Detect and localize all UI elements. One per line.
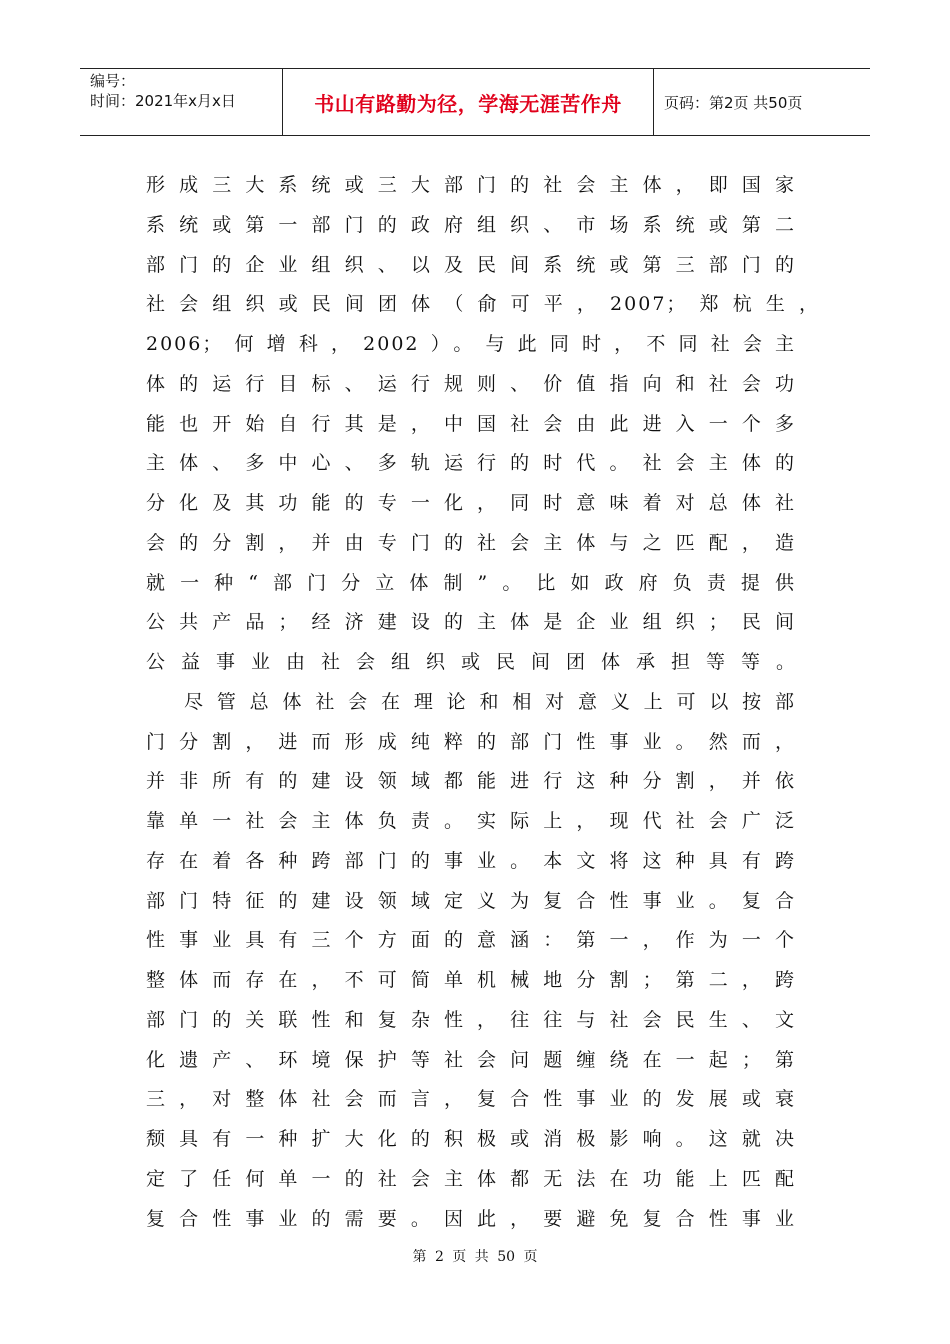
text-line: 系统或第一部门的政府组织、市场系统或第二 (146, 213, 796, 236)
text-line: 部门的关联性和复杂性，往往与社会民生、文 (146, 1008, 796, 1031)
text-line: 部门特征的建设领域定义为复合性事业。复合 (146, 889, 796, 912)
text-line: 靠单一社会主体负责。实际上，现代社会广泛 (146, 810, 796, 832)
text-line: 尽管总体社会在理论和相对意义上可以按部 (184, 690, 796, 713)
text-line: 并非所有的建设领域都能进行这种分割，并依 (146, 770, 796, 793)
text-line: 能也开始自行其是，中国社会由此进入一个多 (146, 412, 796, 435)
text-line: 颓具有一种扩大化的积极或消极影响。这就决 (146, 1128, 796, 1150)
text-line: 公益事业由社会组织或民间团体承担等等。 (146, 651, 812, 673)
text-line: 定了任何单一的社会主体都无法在功能上匹配 (146, 1167, 796, 1190)
text-line: 三，对整体社会而言，复合性事业的发展或衰 (146, 1088, 796, 1111)
text-line: 社会组织或民间团体（俞可平，2007；郑杭生， (146, 293, 820, 316)
document-body (146, 166, 820, 1239)
header-motto: 书山有路勤为径，学海无涯苦作舟 (282, 69, 654, 135)
text-line: 化遗产、环境保护等社会问题缠绕在一起；第 (146, 1048, 796, 1071)
page-footer: 第 2 页 共 50 页 (412, 1249, 538, 1265)
text-line: 就一种“部门分立体制”。比如政府负责提供 (146, 571, 796, 594)
date-label: 时间：2021年x月x日 (90, 92, 236, 110)
text-line: 公共产品；经济建设的主体是企业组织；民间 (146, 611, 796, 634)
text-line: 部门的企业组织、以及民间系统或第三部门的 (146, 253, 796, 276)
text-line: 性事业具有三个方面的意涵：第一，作为一个 (146, 929, 796, 952)
text-line: 形成三大系统或三大部门的社会主体，即国家 (146, 174, 796, 196)
text-line: 存在着各种跨部门的事业。本文将这种具有跨 (146, 849, 796, 872)
header-meta (80, 69, 282, 135)
text-line: 分化及其功能的专一化，同时意味着对总体社 (146, 492, 796, 514)
text-line: 会的分割，并由专门的社会主体与之匹配，造 (146, 531, 796, 554)
number-label: 编号： (90, 72, 136, 90)
text-line: 主体、多中心、多轨运行的时代。社会主体的 (146, 452, 796, 475)
text-line: 复合性事业的需要。因此，要避免复合性事业 (146, 1207, 796, 1230)
page-header (80, 68, 870, 136)
header-page-info: 页码：第2页 共50页 (664, 93, 803, 112)
text-line: 整体而存在，不可简单机械地分割；第二，跨 (146, 969, 796, 991)
text-line: 2006；何增科，2002）。与此同时，不同社会主 (146, 333, 796, 355)
text-line: 门分割，进而形成纯粹的部门性事业。然而， (146, 730, 796, 753)
text-line: 体的运行目标、运行规则、价值指向和社会功 (146, 372, 796, 395)
